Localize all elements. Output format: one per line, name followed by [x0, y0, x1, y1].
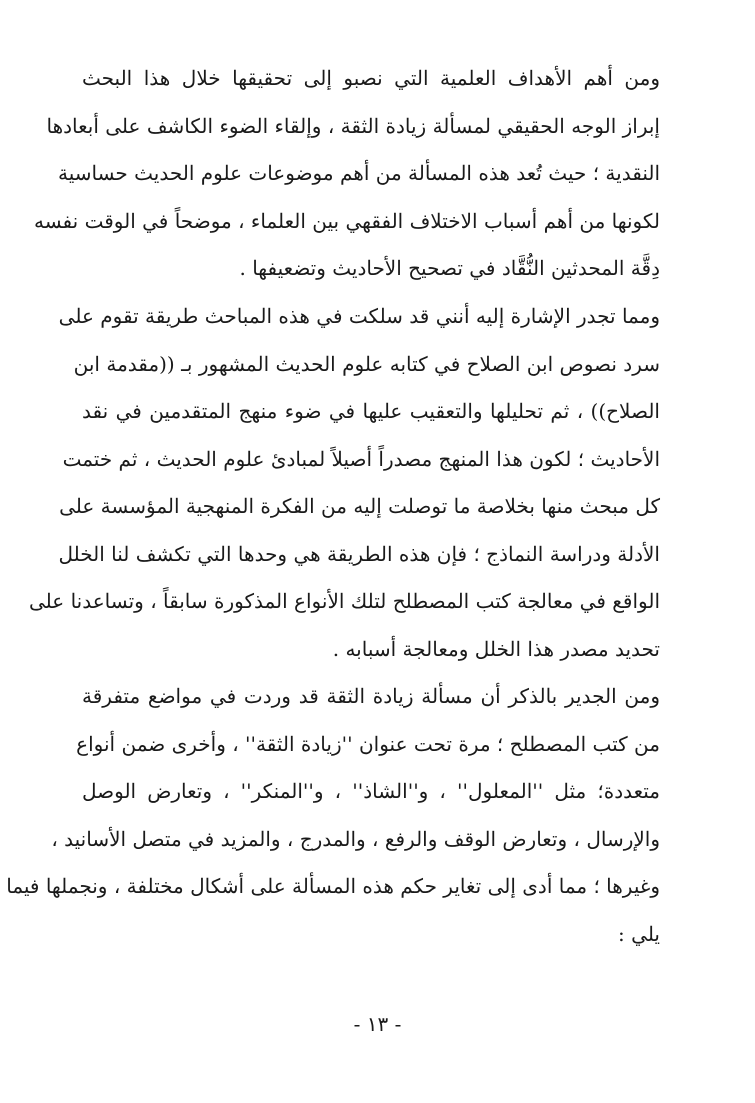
text-line: وغيرها ؛ مما أدى إلى تغاير حكم هذه المسألة على أشكال مختلفة ، ونجملها فيما	[6, 874, 660, 898]
paragraph-3	[6, 673, 660, 958]
text-line: ومن الجدير بالذكر أن مسألة زيادة الثقة قد وردت في مواضع متفرقة	[82, 684, 660, 708]
text-line: الواقع في معالجة كتب المصطلح لتلك الأنواع المذكورة سابقاً ، وتساعدنا على	[29, 589, 660, 613]
text-line: لكونها من أهم أسباب الاختلاف الفقهي بين العلماء ، موضحاً في الوقت نفسه	[33, 208, 660, 233]
text-line: دِقَّة المحدثين النُّقَّاد في تصحيح الأحاديث وتضعيفها .	[239, 256, 660, 280]
text-line: كل مبحث منها بخلاصة ما توصلت إليه من الفكرة المنهجية المؤسسة على	[59, 494, 660, 518]
text-line: متعددة؛ مثل ''المعلول'' ، و''الشاذ'' ، و''المنكر'' ، وتعارض الوصل	[82, 779, 660, 803]
text-line: سرد نصوص ابن الصلاح في كتابه علوم الحديث المشهور بـ ((مقدمة ابن	[73, 351, 660, 376]
text-line: من كتب المصطلح ؛ مرة تحت عنوان ''زيادة الثقة'' ، وأخرى ضمن أنواع	[76, 731, 660, 756]
text-line: الأحاديث ؛ لكون هذا المنهج مصدراً أصيلاً لمبادئ علوم الحديث ، ثم ختمت	[62, 446, 660, 471]
paragraph-2	[29, 293, 660, 673]
text-line: ومن أهم الأهداف العلمية التي نصبو إلى تحقيقها خلال هذا البحث	[82, 66, 660, 90]
text-line: يلي :	[618, 921, 660, 946]
text-line: الأدلة ودراسة النماذج ؛ فإن هذه الطريقة هي وحدها التي تكشف لنا الخلل	[58, 541, 660, 566]
text-line: الصلاح)) ، ثم تحليلها والتعقيب عليها في ضوء منهج المتقدمين في نقد	[82, 399, 660, 423]
text-line: ومما تجدر الإشارة إليه أنني قد سلكت في هذه المباحث طريقة تقوم على	[58, 304, 660, 328]
text-line: النقدية ؛ حيث تُعد هذه المسألة من أهم موضوعات علوم الحديث حساسية	[57, 161, 660, 185]
text-line: إبراز الوجه الحقيقي لمسألة زيادة الثقة ، وإلقاء الضوء الكاشف على أبعادها	[46, 113, 660, 138]
text-line: والإرسال ، وتعارض الوقف والرفع ، والمدرج ، والمزيد في متصل الأسانيد ،	[51, 826, 660, 851]
paragraph-1	[33, 55, 660, 293]
page-number: - ١٣ -	[353, 1012, 402, 1036]
text-line: تحديد مصدر هذا الخلل ومعالجة أسبابه .	[332, 636, 660, 661]
